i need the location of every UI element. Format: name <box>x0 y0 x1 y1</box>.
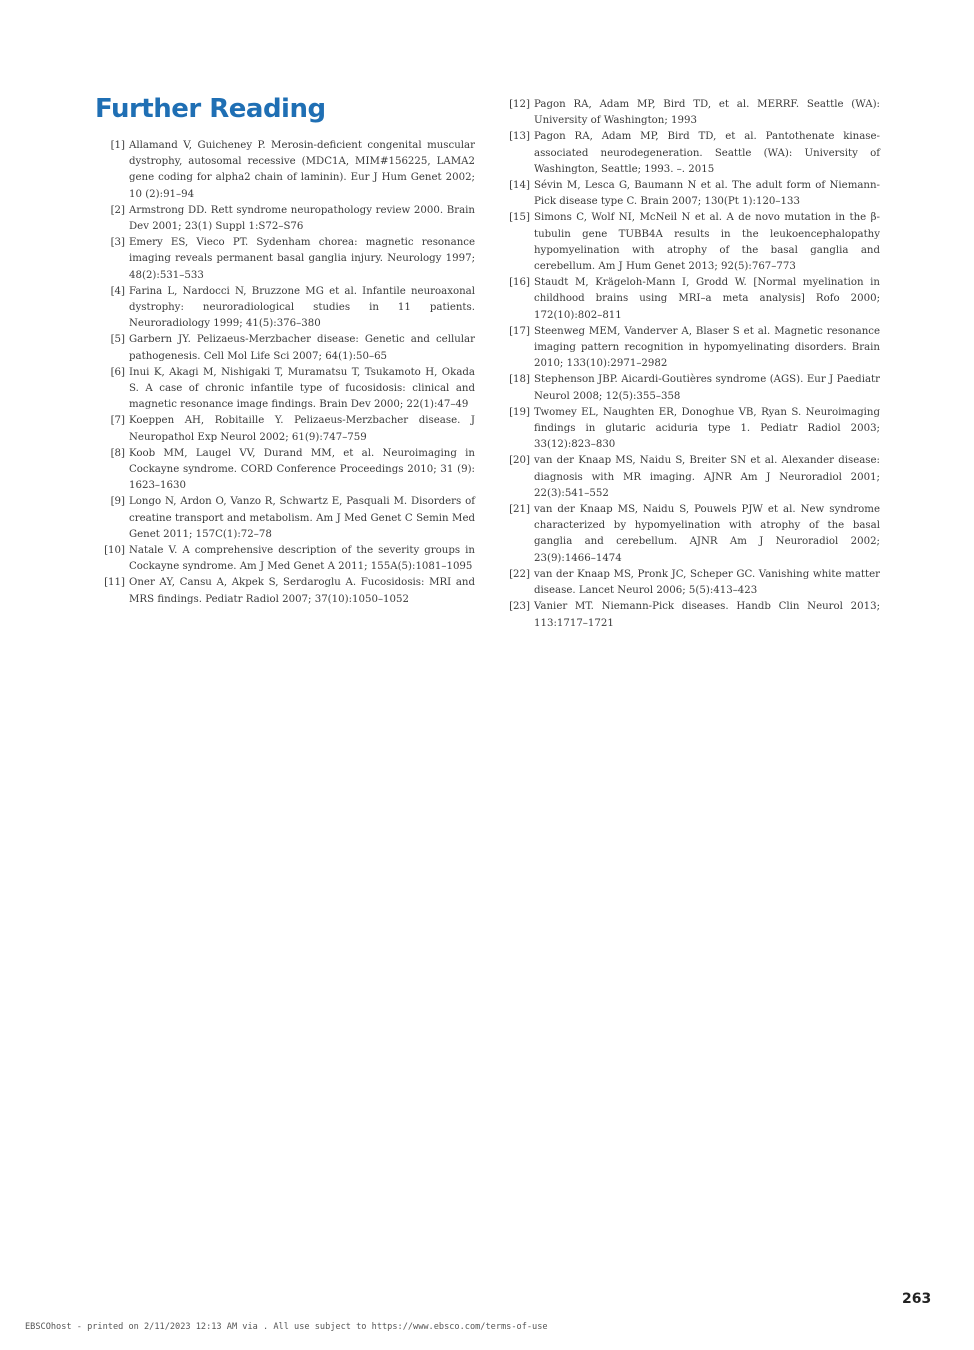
reference-text: Stephenson JBP. Aicardi-Goutières syndrome (AGS). Eur J Paediatr Neurol 2008; 12(5):355–358 <box>534 374 880 402</box>
reference-number: [18] <box>509 374 530 386</box>
reference-text: van der Knaap MS, Pronk JC, Scheper GC. Vanishing white matter disease. Lancet Neurol 2006; 5(5):413–423 <box>534 568 880 597</box>
reference-item <box>95 284 475 333</box>
reference-item <box>500 324 880 373</box>
reference-item <box>95 413 475 445</box>
reference-text: Steenweg MEM, Vanderver A, Blaser S et al. Magnetic resonance imaging pattern recognition in hypomyelinating disorders. Brain 2010; 133(10):2971–2982 <box>534 325 880 370</box>
reference-number: [1] <box>110 140 125 151</box>
reference-text: Natale V. A comprehensive description of the severity groups in Cockayne syndrome. Am J Med Genet A 2011; 155A(5):1081–1095 <box>129 545 475 573</box>
reference-text: Simons C, Wolf NI, McNeil N et al. A de novo mutation in the β-tubulin gene TUBB4A results in the leukoencephalopathy hypomyelination with atrophy of the basal ganglia and cerebellum. Am J Hum Genet 2013; 92(5):767–773 <box>534 212 880 273</box>
reference-item <box>95 138 475 203</box>
reference-number: [5] <box>110 334 125 346</box>
reference-item <box>95 543 475 575</box>
reference-text: Pagon RA, Adam MP, Bird TD, et al. Pantothenate kinase-associated neurodegeneration. Seattle (WA): University of Washington, Seattle; 1993. –. 2015 <box>534 131 880 175</box>
reference-number: [3] <box>110 237 125 249</box>
reference-text: Garbern JY. Pelizaeus-Merzbacher disease: Genetic and cellular pathogenesis. Cell Mol Life Sci 2007; 64(1):50–65 <box>129 334 475 362</box>
reference-number: [21] <box>509 504 530 516</box>
page-number: 263 <box>902 1291 932 1307</box>
reference-number: [12] <box>509 99 530 110</box>
reference-item <box>500 97 880 129</box>
reference-item <box>500 372 880 404</box>
section-heading: Further Reading <box>95 94 326 124</box>
reference-item <box>95 235 475 284</box>
reference-text: Koob MM, Laugel VV, Durand MM, et al. Neuroimaging in Cockayne syndrome. CORD Conference Proceedings 2010; 31 (9): 1623–1630 <box>129 447 475 492</box>
reference-text: Armstrong DD. Rett syndrome neuropathology review 2000. Brain Dev 2001; 23(1) Suppl 1:S72–S76 <box>129 204 475 233</box>
reference-text: Farina L, Nardocci N, Bruzzone MG et al. Infantile neuroaxonal dystrophy: neuroradiological studies in 11 patients. Neuroradiology 1999; 41(5):376–380 <box>129 285 475 330</box>
reference-text: Twomey EL, Naughten ER, Donoghue VB, Ryan S. Neuroimaging findings in glutaric aciduria type 1. Pediatr Radiol 2003; 33(12):823–830 <box>534 406 880 451</box>
reference-number: [4] <box>110 285 125 297</box>
reference-number: [20] <box>509 455 530 467</box>
reference-item <box>95 332 475 364</box>
reference-text: Oner AY, Cansu A, Akpek S, Serdaroglu A. Fucosidosis: MRI and MRS findings. Pediatr Radiol 2007; 37(10):1050–1052 <box>129 577 475 605</box>
reference-number: [23] <box>509 601 530 613</box>
reference-list-right <box>500 97 880 632</box>
reference-item <box>95 575 475 607</box>
reference-item <box>500 129 880 178</box>
reference-text: van der Knaap MS, Naidu S, Breiter SN et al. Alexander disease: diagnosis with MR imaging. AJNR Am J Neuroradiol 2001; 22(3):541–552 <box>534 455 880 499</box>
reference-text: Emery ES, Vieco PT. Sydenham chorea: magnetic resonance imaging reveals permanent basal ganglia injury. Neurology 1997; 48(2):531–533 <box>129 237 475 281</box>
reference-text: Allamand V, Guicheney P. Merosin-deficient congenital muscular dystrophy, autosomal recessive (MDC1A, MIM#156225, LAMA2 gene coding for alpha2 chain of laminin). Eur J Hum Genet 2002; 10 (2):91–94 <box>129 140 475 200</box>
reference-number: [10] <box>104 545 125 557</box>
footer-note: EBSCOhost - printed on 2/11/2023 12:13 AM via . All use subject to https://www.ebsco.com/terms-of-use <box>25 1322 548 1332</box>
reference-number: [22] <box>509 568 530 580</box>
reference-number: [15] <box>509 212 530 224</box>
reference-text: Pagon RA, Adam MP, Bird TD, et al. MERRF. Seattle (WA): University of Washington; 1993 <box>534 99 880 127</box>
reference-number: [7] <box>110 415 125 427</box>
reference-item <box>500 453 880 502</box>
reference-item <box>95 203 475 235</box>
reference-item <box>500 178 880 210</box>
reference-text: Staudt M, Krägeloh-Mann I, Grodd W. [Normal myelination in childhood brains using MRI–a meta analysis] Rofo 2000; 172(10):802–811 <box>534 277 880 321</box>
reference-list-left <box>95 138 475 608</box>
reference-text: Koeppen AH, Robitaille Y. Pelizaeus-Merzbacher disease. J Neuropathol Exp Neurol 2002; 61(9):747–759 <box>129 415 475 443</box>
reference-text: Longo N, Ardon O, Vanzo R, Schwartz E, Pasquali M. Disorders of creatine transport and metabolism. Am J Med Genet C Semin Med Genet 2011; 157C(1):72–78 <box>129 496 475 540</box>
reference-item <box>95 446 475 495</box>
reference-text: Inui K, Akagi M, Nishigaki T, Muramatsu T, Tsukamoto H, Okada S. A case of chronic infantile type of fucosidosis: clinical and magnetic resonance image findings. Brain Dev 2000; 22(1):47–49 <box>129 366 475 411</box>
reference-number: [13] <box>509 131 530 143</box>
reference-number: [9] <box>110 496 125 508</box>
reference-text: Sévin M, Lesca G, Baumann N et al. The adult form of Niemann-Pick disease type C. Brain 2007; 130(Pt 1):120–133 <box>534 180 880 208</box>
reference-number: [17] <box>509 325 530 337</box>
reference-number: [14] <box>509 180 530 192</box>
reference-item <box>500 599 880 631</box>
reference-text: Vanier MT. Niemann-Pick diseases. Handb Clin Neurol 2013; 113:1717–1721 <box>534 601 880 629</box>
reference-item <box>500 275 880 324</box>
reference-item <box>500 567 880 599</box>
reference-item <box>500 405 880 454</box>
reference-item <box>95 494 475 543</box>
reference-number: [11] <box>104 577 125 589</box>
reference-number: [6] <box>110 366 125 378</box>
reference-number: [16] <box>509 277 530 289</box>
reference-number: [19] <box>509 406 530 418</box>
reference-item <box>500 502 880 567</box>
reference-text: van der Knaap MS, Naidu S, Pouwels PJW et al. New syndrome characterized by hypomyelination with atrophy of the basal ganglia and cerebellum. AJNR Am J Neuroradiol 2002; 23(9):1466–1474 <box>534 504 880 564</box>
reference-item <box>95 365 475 414</box>
reference-item <box>500 210 880 275</box>
reference-number: [8] <box>110 447 125 459</box>
reference-number: [2] <box>110 204 125 216</box>
